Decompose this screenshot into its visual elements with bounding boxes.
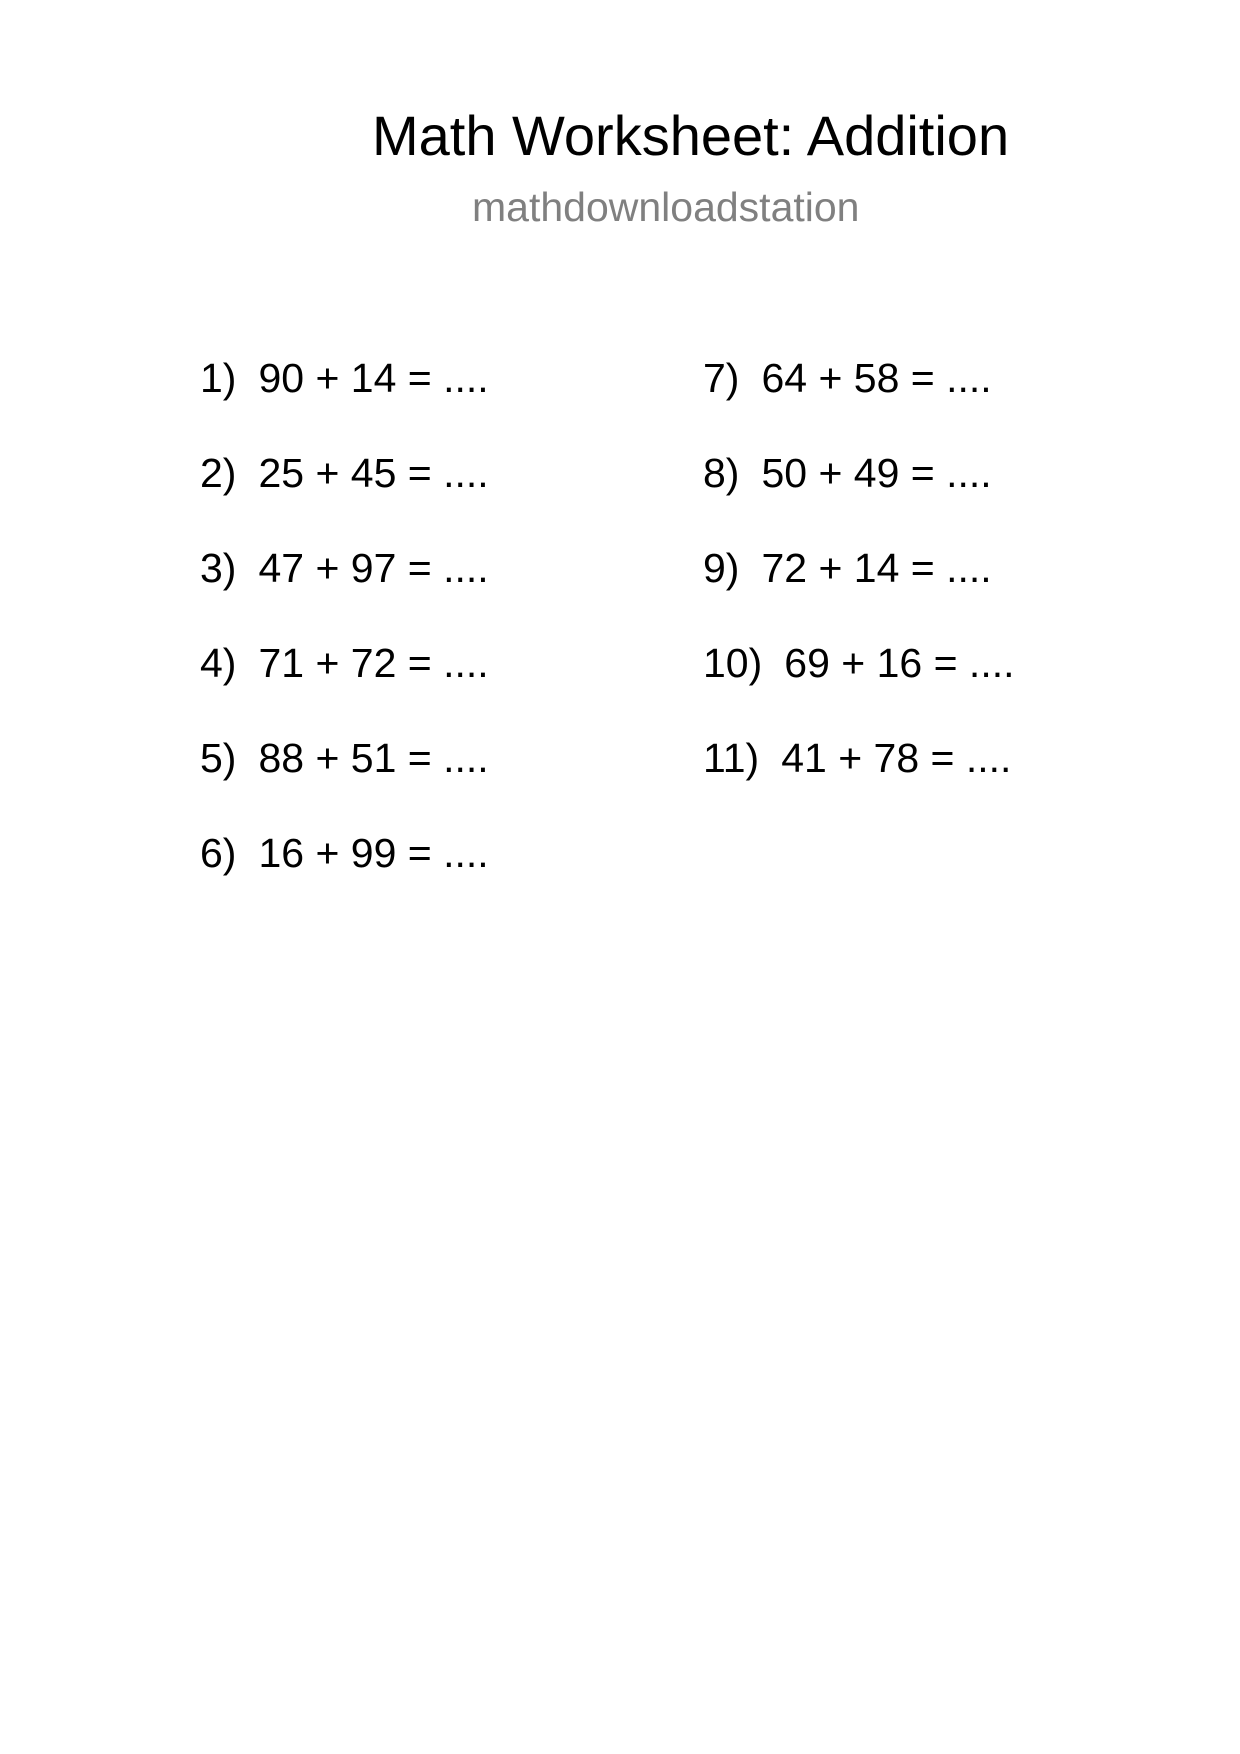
problem-10 [703, 633, 1163, 728]
problem-expression: 16 + 99 = .... [258, 830, 489, 876]
problem-2 [200, 443, 660, 538]
problem-number: 5) [200, 735, 237, 781]
problem-8 [703, 443, 1163, 538]
problem-number: 6) [200, 830, 237, 876]
problem-number: 9) [703, 545, 740, 591]
problem-number: 3) [200, 545, 237, 591]
problem-number: 2) [200, 450, 237, 496]
problem-expression: 72 + 14 = .... [761, 545, 992, 591]
worksheet-title: Math Worksheet: Addition [372, 104, 1010, 167]
problem-number: 4) [200, 640, 237, 686]
problem-expression: 90 + 14 = .... [258, 355, 489, 401]
problem-number: 8) [703, 450, 740, 496]
problem-9 [703, 538, 1163, 633]
problems-left-column [200, 348, 660, 918]
problem-expression: 47 + 97 = .... [258, 545, 489, 591]
problem-number: 1) [200, 355, 237, 401]
problems-right-column [703, 348, 1163, 823]
problem-expression: 41 + 78 = .... [781, 735, 1012, 781]
problem-7 [703, 348, 1163, 443]
problem-11 [703, 728, 1163, 823]
problem-6 [200, 823, 660, 918]
problem-1 [200, 348, 660, 443]
problem-expression: 64 + 58 = .... [761, 355, 992, 401]
problem-expression: 88 + 51 = .... [258, 735, 489, 781]
problem-3 [200, 538, 660, 633]
problem-expression: 69 + 16 = .... [784, 640, 1015, 686]
problem-expression: 50 + 49 = .... [761, 450, 992, 496]
problem-number: 10) [703, 640, 763, 686]
problem-5 [200, 728, 660, 823]
problem-expression: 25 + 45 = .... [258, 450, 489, 496]
problem-number: 7) [703, 355, 740, 401]
problem-4 [200, 633, 660, 728]
problem-number: 11) [703, 735, 760, 781]
problem-expression: 71 + 72 = .... [258, 640, 489, 686]
worksheet-source: mathdownloadstation [472, 184, 860, 230]
